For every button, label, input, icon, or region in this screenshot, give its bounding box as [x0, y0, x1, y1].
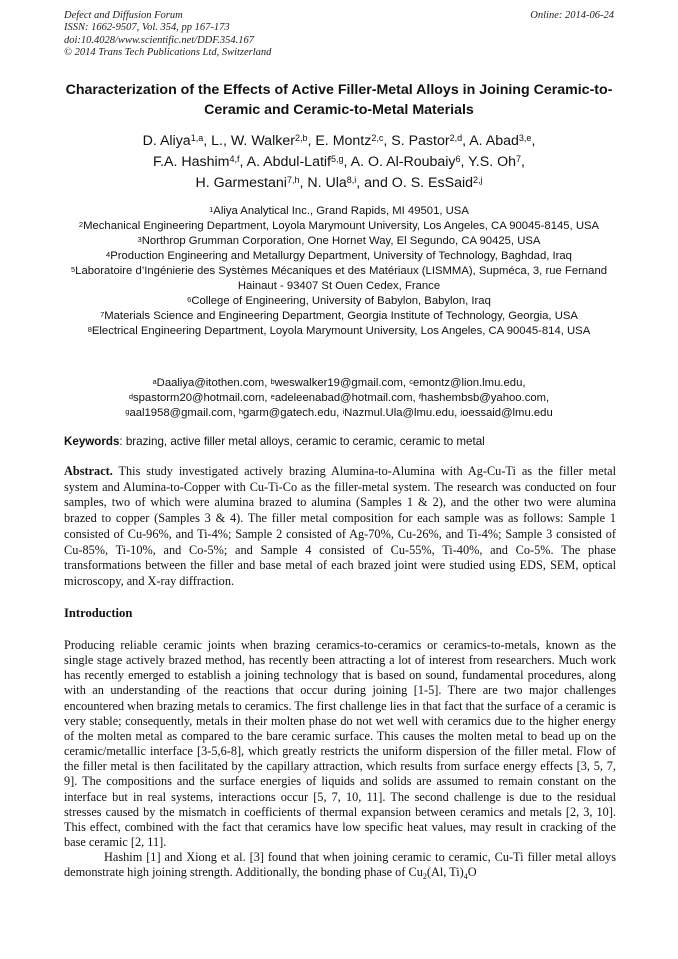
author: O. S. EsSaid$^{2,j}$ [391, 175, 483, 191]
abstract-text: This study investigated actively brazing Alumina-to-Alumina with Ag-Cu-Ti as the filler metal system and Alumina-to-Copper with Cu-Ti-Co as the filler-metal system. The research was conducted on four samples, two of which were alumina brazed to alumina (Samples 1 & 2), and the other two were alumina brazed to copper (Samples 3 & 4). The filler metal composition for each sample was as follows: Sample 1 consisted of Cu-96%, and Ti-4%; Sample 2 consisted of Ag-70%, Cu-26%, and Ti-4%; Sample 3 consisted of Cu-85%, Ti-10%, and Co-5%; and Sample 4 consisted of Cu-55%, Ti-40%, and Co-5%. The phase transformations between the filler and base metal of each brazed joint were studied using EDS, SEM, optical microscopy, and X-ray diffraction. [64, 464, 616, 588]
affiliation: $^3$Northrop Grumman Corporation, One Hornet Way, El Segundo, CA 90425, USA [137, 235, 541, 247]
copyright-line: © 2014 Trans Tech Publications Ltd, Switzerland [64, 47, 272, 59]
doi-line: doi:10.4028/www.scientific.net/DDF.354.167 [64, 34, 255, 46]
abstract-label: Abstract. [64, 464, 113, 478]
affiliation: $^5$Laboratoire d’Ingénierie des Systèmes Mécaniques et des Matériaux (LISMMA), Supméca, 3, rue Fernand Hainaut - 93407 St Ouen Cedex, France [70, 265, 608, 292]
email: $^i$Nazmul.Ula@lmu.edu, [342, 407, 461, 419]
email: $^j$oessaid@lmu.edu [460, 407, 553, 419]
author: E. Montz$^{2,c}$, [315, 133, 392, 149]
author: L., W. Walker$^{2,b}$, [211, 133, 316, 149]
email: $^d$spastorm20@hotmail.com, [128, 392, 271, 404]
affiliation: $^2$Mechanical Engineering Department, Loyola Marymount University, Los Angeles, CA 90045-8145, USA [78, 220, 600, 232]
author: A. O. Al-Roubaiy$^6$, [350, 154, 469, 170]
email: $^c$emontz@lion.lmu.edu, [409, 377, 526, 389]
affiliation-list [60, 204, 618, 339]
author: D. Aliya$^{1,a}$, [142, 133, 212, 149]
affiliation: $^4$Production Engineering and Metallurgy Department, University of Technology, Baghdad, Iraq [106, 250, 572, 262]
email: $^a$Daaliya@itothen.com, [152, 377, 271, 389]
affiliation: $^6$College of Engineering, University of Babylon, Babylon, Iraq [187, 295, 491, 307]
keywords-text: : brazing, active filler metal alloys, ceramic to ceramic, ceramic to metal [119, 435, 485, 448]
paragraph: Producing reliable ceramic joints when brazing ceramics-to-ceramics or ceramics-to-metals, known as the single stage actively brazed method, has recently been attracting a lot of interest from researchers. Much work has recently emerged to establish a joining technology that is based on sound, fundamental procedures, along with an understanding of the reactions that occur during joining [1-5]. There are two major challenges encountered when brazing metals to ceramics. The first challenge lies in that fact that the surface of a ceramic is very stable; consequently, metals in their molten phase do not wet well with ceramics due to the higher energy of the molten metal as compared to the bare ceramic surface. This causes the molten metal to bead up on the ceramic/metallic interface [3-5,6-8], which greatly restricts the uniform dispersion of the filler metal. Flow of the filler metal is then facilitated by the capillary attraction, which results from surface energy effects [3, 5, 7, 9]. The compositions and the surface energies of liquids and solids are assumed to remain constant on the interface but in real systems, interactions occur [5, 7, 10, 11]. The second challenge is due to the residual stresses caused by the mismatch in coefficients of thermal expansion between ceramics and metals [2, 3, 10]. This effect, combined with the fact that ceramics have low specific heat values, may result in cracking of the base ceramic [2, 11]. [64, 638, 616, 850]
affiliation: $^1$Aliya Analytical Inc., Grand Rapids, MI 49501, USA [209, 205, 469, 217]
online-date: Online: 2014-06-24 [530, 10, 614, 21]
affiliation: $^8$Electrical Engineering Department, Loyola Marymount University, Los Angeles, CA 90045-814, USA [87, 325, 591, 337]
keywords [64, 434, 624, 449]
author: S. Pastor$^{2,d}$, [391, 133, 470, 149]
author: H. Garmestani$^{7,h}$, [195, 175, 308, 191]
author: A. Abad$^{3,e}$, [469, 133, 536, 149]
journal-name: Defect and Diffusion Forum [64, 10, 183, 21]
abstract [64, 464, 616, 590]
author-list [54, 131, 624, 194]
email: $^e$adeleenabad@hotmail.com, [270, 392, 419, 404]
email: $^b$weswalker19@gmail.com, [270, 377, 410, 389]
journal-header [64, 10, 271, 60]
email: $^f$hashembsb@yahoo.com, [418, 392, 550, 404]
section-heading: Introduction [64, 606, 133, 620]
affiliation: $^7$Materials Science and Engineering Department, Georgia Institute of Technology, Georgia, USA [100, 310, 578, 322]
author: Y.S. Oh$^7$, [468, 154, 525, 170]
author: A. Abdul-Latif$^{5,g}$, [246, 154, 351, 170]
author: F.A. Hashim$^{4,f}$, [153, 154, 247, 170]
paragraph: Hashim [1] and Xiong et al. [3] found that when joining ceramic to ceramic, Cu-Ti filler metal alloys demonstrate high joining strength. Additionally, the bonding phase of $Cu_2(Al$, $Ti)_4O$ [64, 850, 616, 882]
author: N. Ula$^{8,i}$, and [307, 175, 392, 191]
paper-title: Characterization of the Effects of Active Filler-Metal Alloys in Joining Ceramic-to-Ceramic and Ceramic-to-Metal Materials [65, 82, 613, 118]
issn-line: ISSN: 1662-9507, Vol. 354, pp 167-173 [64, 22, 230, 34]
keywords-label: Keywords [64, 435, 120, 448]
introduction-body [64, 638, 616, 882]
email: $^g$aal1958@gmail.com, [125, 407, 239, 419]
email-list [60, 376, 618, 421]
chemical-formula: $Cu_2(Al$, $Ti)_4O$ [408, 865, 477, 882]
email: $^h$garm@gatech.edu, [238, 407, 343, 419]
